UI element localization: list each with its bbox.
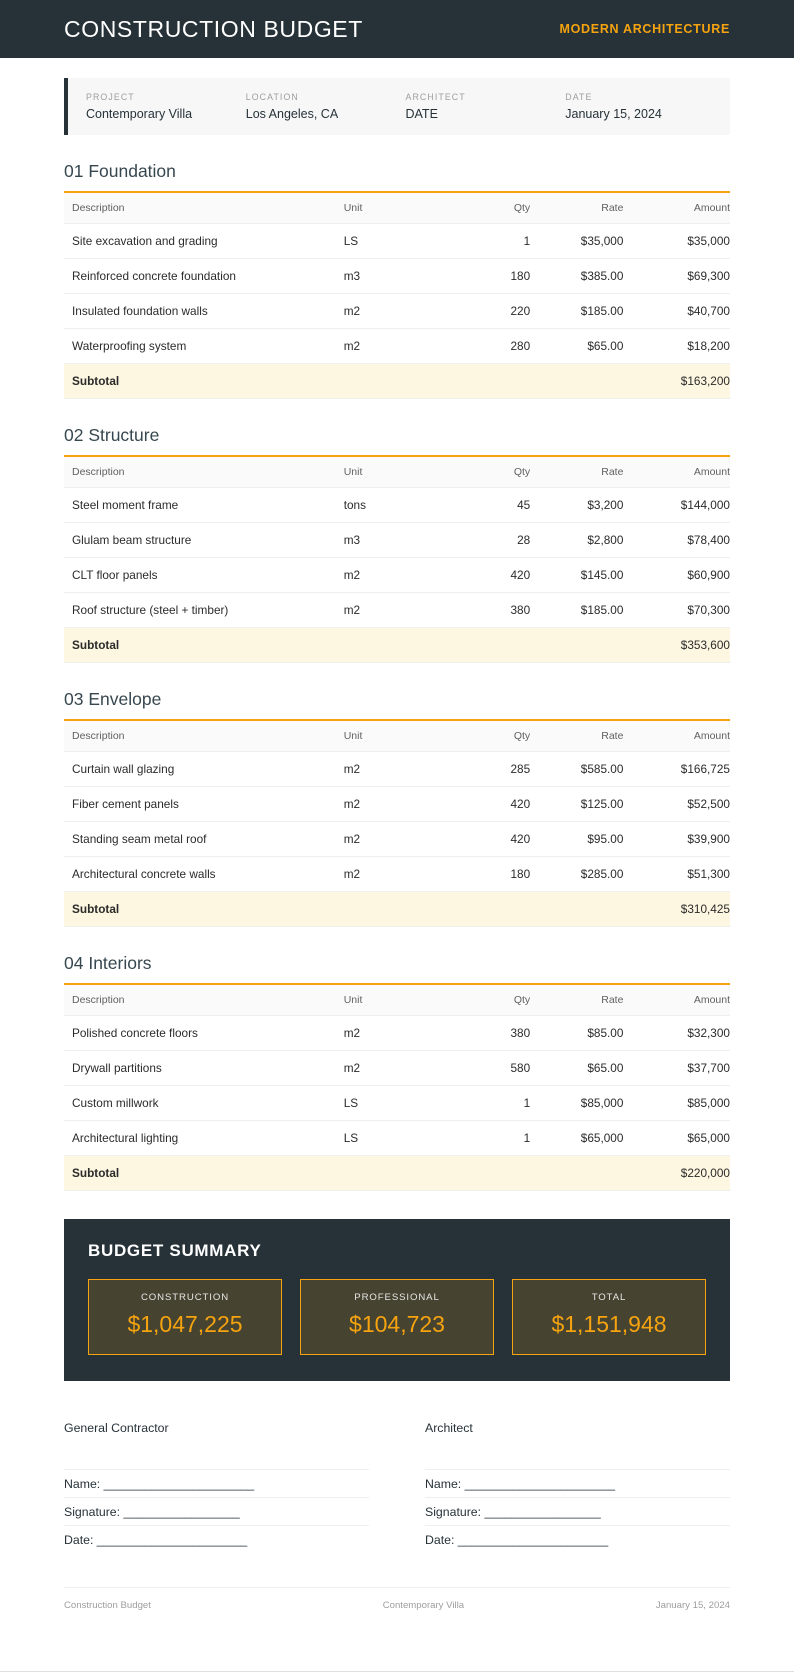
subtotal-row (64, 1156, 730, 1191)
document-footer (64, 1587, 730, 1611)
summary-card-value: $1,047,225 (127, 1311, 243, 1337)
cell-qty: 580 (444, 1051, 531, 1086)
cell-qty: 45 (444, 488, 531, 523)
table-row (64, 523, 730, 558)
meta-value: Los Angeles, CA (245, 107, 339, 121)
budget-summary-section (0, 1219, 794, 1381)
meta-item-project (86, 92, 246, 121)
signature-block-architect (425, 1421, 730, 1553)
cell-amount: $144,000 (623, 488, 730, 523)
cell-qty: 380 (444, 1016, 531, 1051)
cell-description: Waterproofing system (64, 329, 344, 364)
cell-qty: 1 (444, 1086, 531, 1121)
column-header-description: Description (64, 985, 344, 1016)
summary-card-label: TOTAL (591, 1292, 627, 1303)
cell-description: Roof structure (steel + timber) (64, 593, 344, 628)
cell-unit: m2 (344, 787, 444, 822)
subtotal-label: Subtotal (64, 364, 344, 399)
section-title: 03 Envelope (64, 689, 162, 709)
cell-unit: m2 (344, 822, 444, 857)
signature-name-line[interactable]: Name: ______________________ (425, 1469, 730, 1497)
table-header-row (64, 193, 730, 224)
cell-rate: $145.00 (530, 558, 623, 593)
subtotal-label: Subtotal (64, 628, 344, 663)
cell-description: CLT floor panels (64, 558, 344, 593)
cell-unit: LS (344, 1121, 444, 1156)
meta-value: Contemporary Villa (86, 107, 193, 121)
table-row (64, 259, 730, 294)
cell-description: Architectural concrete walls (64, 857, 344, 892)
signature-block-general-contractor (64, 1421, 369, 1553)
signature-name-line[interactable]: Name: ______________________ (64, 1469, 369, 1497)
cell-qty: 380 (444, 593, 531, 628)
cell-rate: $585.00 (530, 752, 623, 787)
cell-rate: $2,800 (530, 523, 623, 558)
meta-item-architect (406, 92, 566, 121)
cell-qty: 1 (444, 224, 531, 259)
subtotal-spacer-cell (444, 628, 531, 663)
budget-table (64, 193, 730, 399)
budget-section (0, 953, 794, 1191)
cell-description: Insulated foundation walls (64, 294, 344, 329)
cell-amount: $85,000 (623, 1086, 730, 1121)
document-header (0, 0, 794, 58)
column-header-unit: Unit (344, 193, 444, 224)
cell-unit: m2 (344, 1051, 444, 1086)
cell-amount: $39,900 (623, 822, 730, 857)
table-row (64, 488, 730, 523)
column-header-unit: Unit (344, 721, 444, 752)
cell-qty: 180 (444, 857, 531, 892)
project-meta-bar (64, 78, 730, 135)
cell-description: Architectural lighting (64, 1121, 344, 1156)
budget-section (0, 689, 794, 927)
signature-role-label: General Contractor (64, 1421, 169, 1435)
subtotal-row (64, 364, 730, 399)
summary-card-value: $1,151,948 (551, 1311, 667, 1337)
footer-middle-text: Contemporary Villa (382, 1600, 465, 1611)
cell-unit: m2 (344, 857, 444, 892)
cell-rate: $185.00 (530, 593, 623, 628)
table-row (64, 1121, 730, 1156)
subtotal-spacer-cell (530, 364, 623, 399)
table-row (64, 294, 730, 329)
cell-rate: $85.00 (530, 1016, 623, 1051)
column-header-rate: Rate (530, 457, 623, 488)
cell-unit: LS (344, 224, 444, 259)
column-header-description: Description (64, 721, 344, 752)
budget-table (64, 721, 730, 927)
cell-amount: $40,700 (623, 294, 730, 329)
cell-unit: m2 (344, 1016, 444, 1051)
signature-role-label: Architect (425, 1421, 473, 1435)
section-title: 01 Foundation (64, 161, 176, 181)
table-row (64, 558, 730, 593)
cell-amount: $166,725 (623, 752, 730, 787)
cell-rate: $35,000 (530, 224, 623, 259)
cell-unit: LS (344, 1086, 444, 1121)
summary-card-label: CONSTRUCTION (140, 1292, 230, 1303)
meta-label: DATE (565, 92, 593, 102)
cell-qty: 420 (444, 822, 531, 857)
cell-qty: 280 (444, 329, 531, 364)
subtotal-amount: $353,600 (623, 628, 730, 663)
meta-section (0, 58, 794, 135)
summary-card-value: $104,723 (349, 1311, 445, 1337)
cell-amount: $51,300 (623, 857, 730, 892)
subtotal-spacer-cell (530, 1156, 623, 1191)
column-header-description: Description (64, 457, 344, 488)
summary-card-label: PROFESSIONAL (354, 1292, 440, 1303)
cell-unit: m3 (344, 259, 444, 294)
cell-description: Drywall partitions (64, 1051, 344, 1086)
signature-section (0, 1421, 794, 1553)
column-header-amount: Amount (623, 985, 730, 1016)
column-header-amount: Amount (623, 721, 730, 752)
signature-date-line[interactable]: Date: ______________________ (64, 1525, 369, 1553)
table-row (64, 787, 730, 822)
cell-qty: 285 (444, 752, 531, 787)
cell-unit: m2 (344, 593, 444, 628)
table-row (64, 822, 730, 857)
cell-qty: 420 (444, 787, 531, 822)
subtotal-spacer-cell (344, 628, 444, 663)
subtotal-label: Subtotal (64, 1156, 344, 1191)
signature-date-line[interactable]: Date: ______________________ (425, 1525, 730, 1553)
page-title: CONSTRUCTION BUDGET (64, 15, 363, 42)
summary-card (88, 1279, 282, 1355)
cell-amount: $18,200 (623, 329, 730, 364)
cell-unit: tons (344, 488, 444, 523)
meta-item-date (565, 92, 730, 121)
subtotal-spacer-cell (344, 892, 444, 927)
cell-description: Curtain wall glazing (64, 752, 344, 787)
table-row (64, 224, 730, 259)
subtotal-amount: $220,000 (623, 1156, 730, 1191)
budget-section (0, 161, 794, 399)
cell-description: Steel moment frame (64, 488, 344, 523)
subtotal-spacer-cell (530, 892, 623, 927)
column-header-description: Description (64, 193, 344, 224)
meta-value: DATE (405, 107, 438, 121)
table-header-row (64, 457, 730, 488)
column-header-qty: Qty (444, 721, 531, 752)
table-header-row (64, 721, 730, 752)
table-row (64, 329, 730, 364)
column-header-unit: Unit (344, 985, 444, 1016)
cell-amount: $37,700 (623, 1051, 730, 1086)
table-row (64, 857, 730, 892)
cell-rate: $65.00 (530, 329, 623, 364)
signature-signature-line[interactable]: Signature: _________________ (64, 1497, 369, 1525)
subtotal-spacer-cell (530, 628, 623, 663)
meta-value: January 15, 2024 (565, 107, 662, 121)
cell-qty: 220 (444, 294, 531, 329)
brand-label: MODERN ARCHITECTURE (559, 22, 730, 36)
cell-description: Glulam beam structure (64, 523, 344, 558)
table-row (64, 1016, 730, 1051)
summary-card-list (88, 1279, 706, 1355)
cell-unit: m2 (344, 558, 444, 593)
budget-sections (0, 161, 794, 1191)
meta-label: LOCATION (245, 92, 299, 102)
section-title: 02 Structure (64, 425, 160, 445)
column-header-rate: Rate (530, 721, 623, 752)
cell-rate: $185.00 (530, 294, 623, 329)
meta-label: PROJECT (86, 92, 135, 102)
cell-amount: $78,400 (623, 523, 730, 558)
table-row (64, 1086, 730, 1121)
subtotal-row (64, 628, 730, 663)
column-header-amount: Amount (623, 457, 730, 488)
cell-qty: 1 (444, 1121, 531, 1156)
cell-rate: $65.00 (530, 1051, 623, 1086)
subtotal-spacer-cell (344, 364, 444, 399)
cell-description: Site excavation and grading (64, 224, 344, 259)
budget-table (64, 457, 730, 663)
section-title: 04 Interiors (64, 953, 152, 973)
budget-table (64, 985, 730, 1191)
cell-rate: $125.00 (530, 787, 623, 822)
summary-title: BUDGET SUMMARY (88, 1241, 262, 1260)
cell-amount: $69,300 (623, 259, 730, 294)
cell-description: Standing seam metal roof (64, 822, 344, 857)
cell-description: Polished concrete floors (64, 1016, 344, 1051)
column-header-rate: Rate (530, 985, 623, 1016)
cell-unit: m3 (344, 523, 444, 558)
cell-rate: $385.00 (530, 259, 623, 294)
table-header-row (64, 985, 730, 1016)
subtotal-row (64, 892, 730, 927)
cell-unit: m2 (344, 329, 444, 364)
footer-left-text: Construction Budget (64, 1600, 151, 1611)
cell-unit: m2 (344, 752, 444, 787)
cell-amount: $52,500 (623, 787, 730, 822)
column-header-qty: Qty (444, 985, 531, 1016)
cell-amount: $60,900 (623, 558, 730, 593)
column-header-rate: Rate (530, 193, 623, 224)
subtotal-label: Subtotal (64, 892, 344, 927)
budget-summary-panel (64, 1219, 730, 1381)
subtotal-amount: $310,425 (623, 892, 730, 927)
cell-rate: $285.00 (530, 857, 623, 892)
cell-description: Custom millwork (64, 1086, 344, 1121)
cell-amount: $32,300 (623, 1016, 730, 1051)
subtotal-spacer-cell (444, 364, 531, 399)
table-row (64, 593, 730, 628)
column-header-qty: Qty (444, 457, 531, 488)
cell-rate: $95.00 (530, 822, 623, 857)
summary-card (300, 1279, 494, 1355)
column-header-qty: Qty (444, 193, 531, 224)
cell-rate: $65,000 (530, 1121, 623, 1156)
footer-right-text: January 15, 2024 (655, 1600, 730, 1611)
subtotal-spacer-cell (344, 1156, 444, 1191)
meta-label: ARCHITECT (405, 92, 466, 102)
subtotal-spacer-cell (444, 892, 531, 927)
column-header-amount: Amount (623, 193, 730, 224)
table-row (64, 752, 730, 787)
cell-rate: $85,000 (530, 1086, 623, 1121)
budget-section (0, 425, 794, 663)
subtotal-spacer-cell (444, 1156, 531, 1191)
table-row (64, 1051, 730, 1086)
cell-description: Fiber cement panels (64, 787, 344, 822)
meta-item-location (246, 92, 406, 121)
cell-unit: m2 (344, 294, 444, 329)
cell-amount: $65,000 (623, 1121, 730, 1156)
column-header-unit: Unit (344, 457, 444, 488)
cell-qty: 28 (444, 523, 531, 558)
cell-qty: 420 (444, 558, 531, 593)
cell-rate: $3,200 (530, 488, 623, 523)
cell-amount: $35,000 (623, 224, 730, 259)
cell-description: Reinforced concrete foundation (64, 259, 344, 294)
cell-qty: 180 (444, 259, 531, 294)
subtotal-amount: $163,200 (623, 364, 730, 399)
cell-amount: $70,300 (623, 593, 730, 628)
signature-signature-line[interactable]: Signature: _________________ (425, 1497, 730, 1525)
summary-card (512, 1279, 706, 1355)
